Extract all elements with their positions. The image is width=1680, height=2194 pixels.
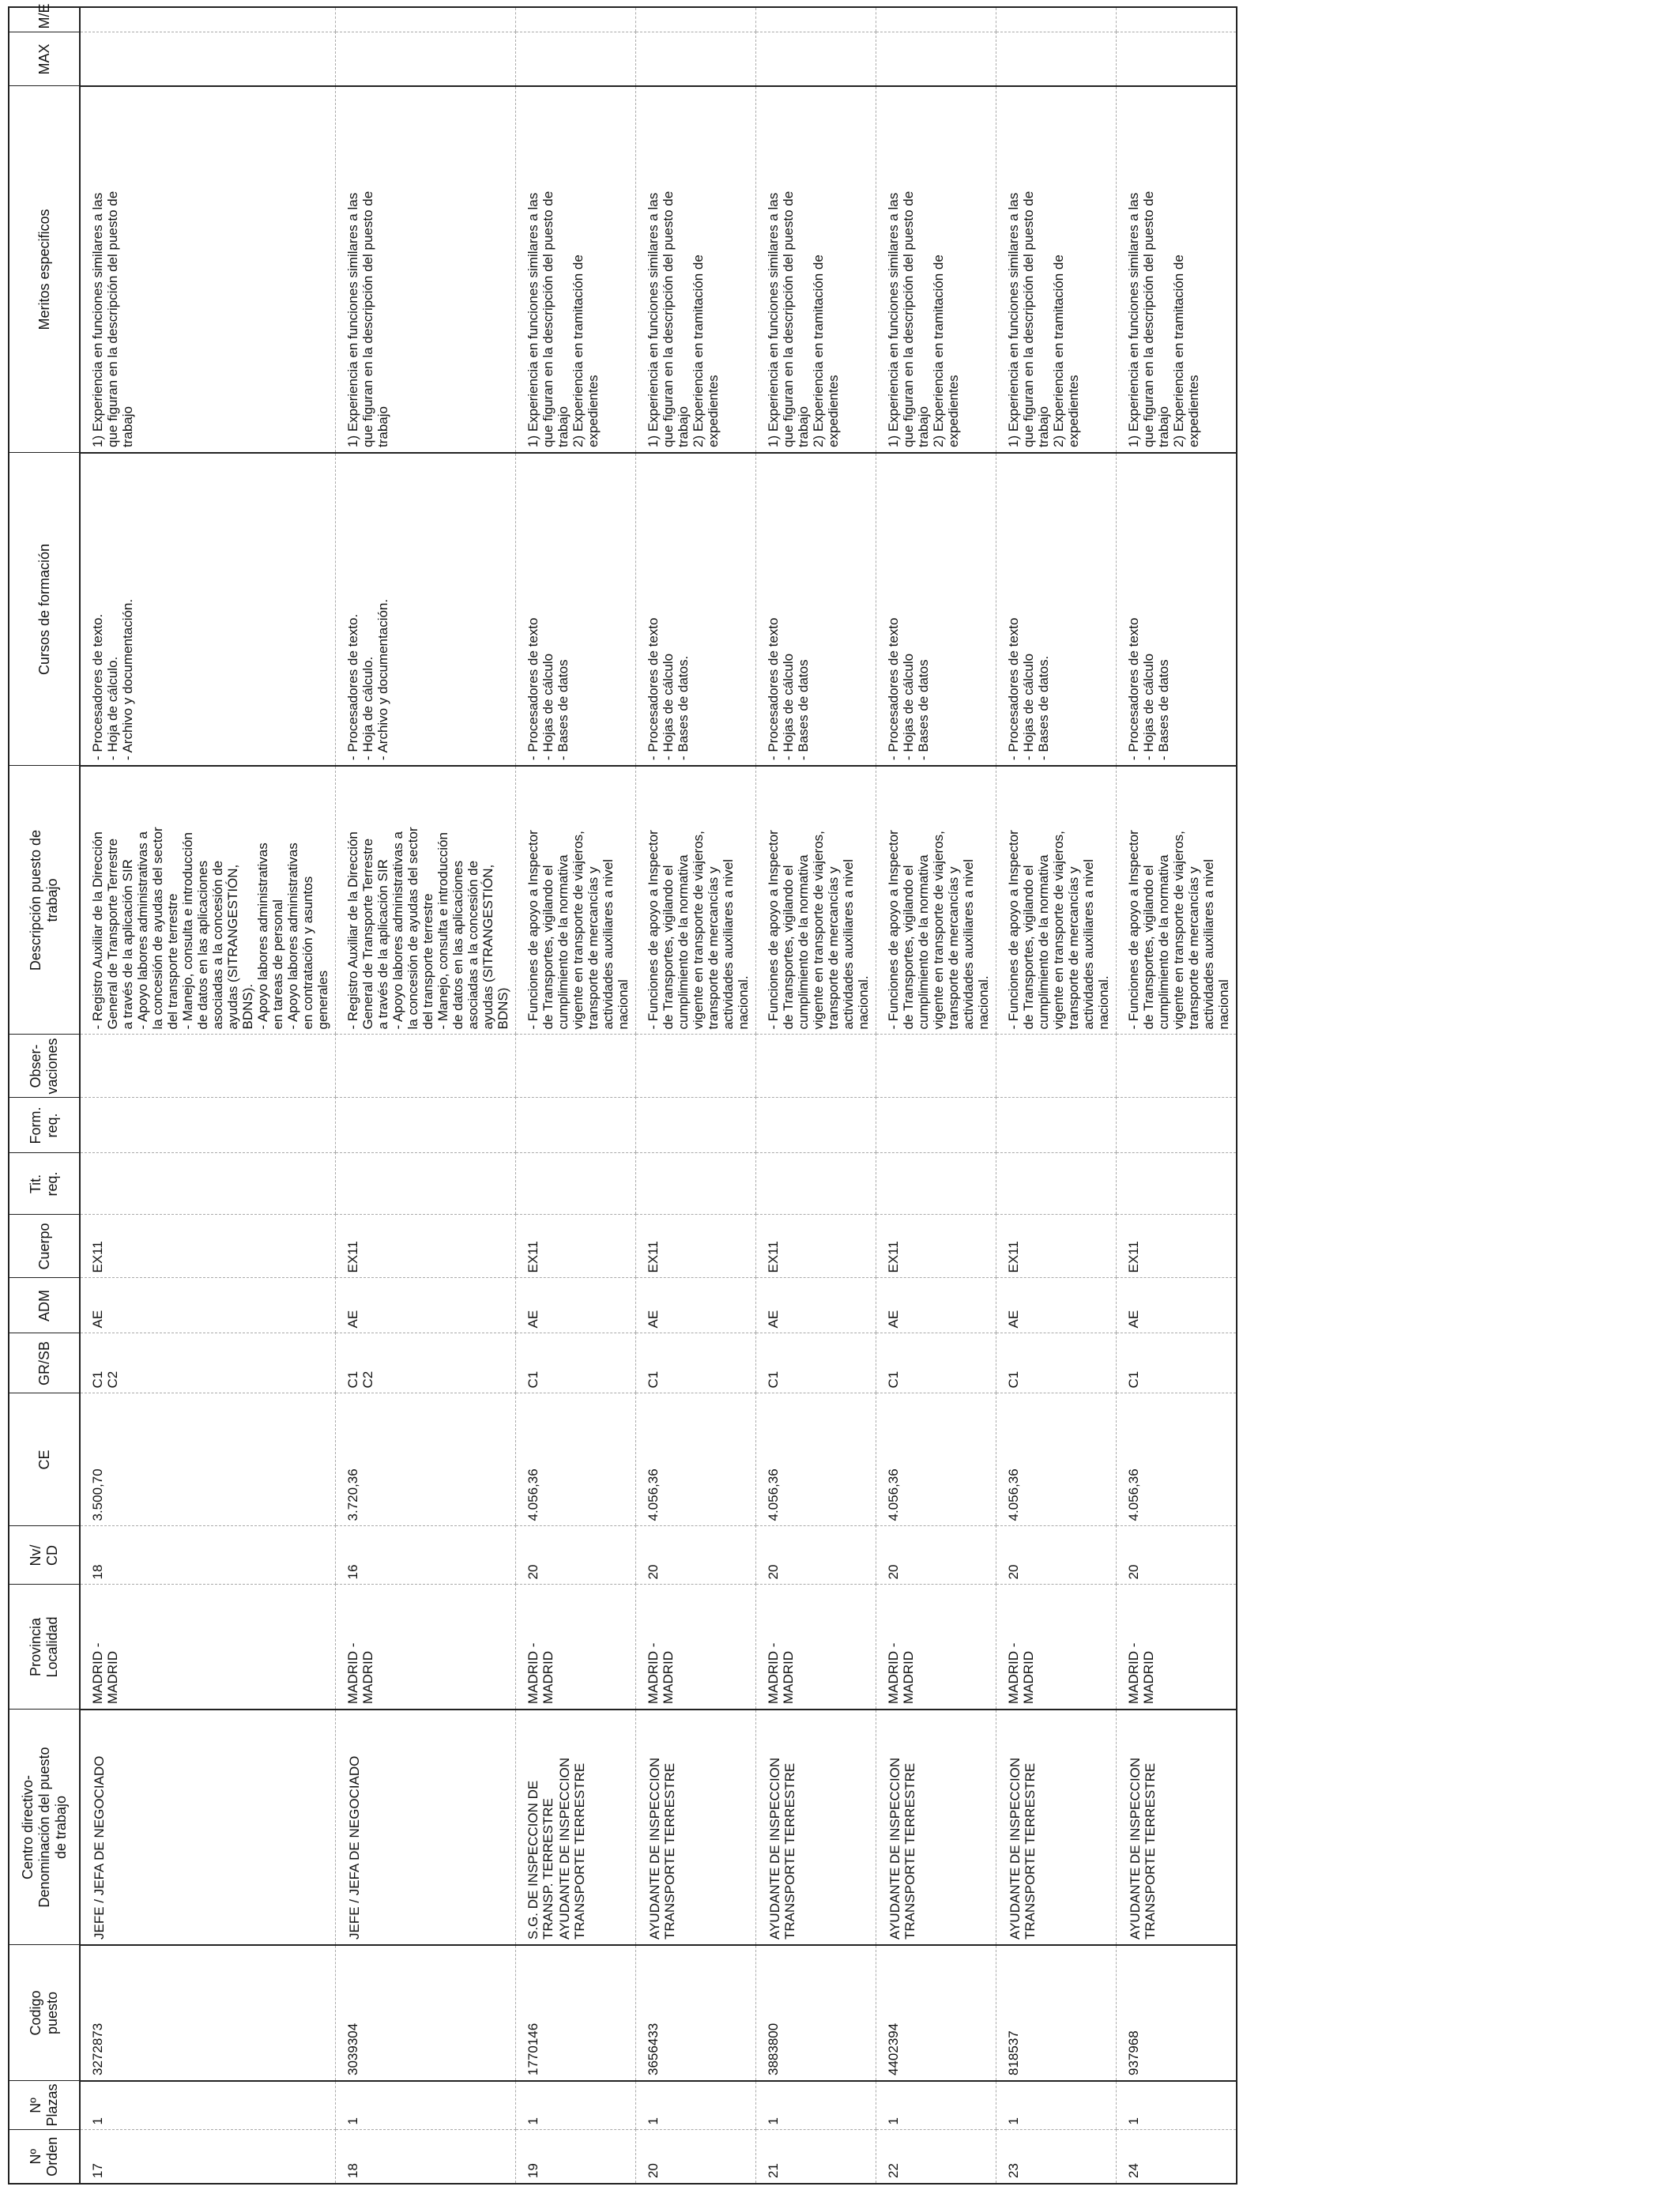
cell-cursos: - Procesadores de texto. - Hoja de cálculo. - Archivo y documentación. <box>336 453 516 766</box>
cell-grupo: C1 <box>876 1333 996 1393</box>
cell-meritos: 1) Experiencia en funciones similares a las que figuran en la descripción del puesto de trabajo 2) Experiencia en tramitación de expedientes <box>876 86 996 453</box>
cell-nivel: 20 <box>1117 1526 1237 1585</box>
table-row <box>1117 7 1237 2184</box>
cell-tit <box>516 1153 636 1215</box>
cell-provincia: MADRID - MADRID <box>996 1585 1117 1710</box>
cell-adm: AE <box>876 1278 996 1333</box>
denominacion: AYUDANTE DE INSPECCION TRANSPORTE TERRESTRE <box>1008 1757 1038 1940</box>
cell-cursos: - Procesadores de texto - Hojas de cálculo - Bases de datos. <box>996 453 1117 766</box>
cell-centro <box>516 1710 636 1945</box>
cell-provincia: MADRID - MADRID <box>876 1585 996 1710</box>
denominacion: AYUDANTE DE INSPECCION TRANSPORTE TERRESTRE <box>767 1757 797 1940</box>
cell-plazas: 1 <box>516 2081 636 2130</box>
cell-me <box>1117 7 1237 32</box>
cell-meritos: 1) Experiencia en funciones similares a las que figuran en la descripción del puesto de trabajo 2) Experiencia en tramitación de expedientes <box>1117 86 1237 453</box>
cell-descripcion: - Registro Auxiliar de la Dirección General de Transporte Terrestre a través de la aplicación SIR - Apoyo labores administrativas a la concesión de ayudas del sector del transporte terrestre - Manejo, consulta e introducción de datos en las aplicaciones asociadas a la concesión de ayudas (SITRANGESTIÓN, BDNS). - Apoyo labores administrativas en tareas de personal - Apoyo labores administrativas en contratación y asuntos generales <box>80 766 336 1035</box>
cell-tit <box>1117 1153 1237 1215</box>
cell-plazas: 1 <box>876 2081 996 2130</box>
cell-codigo: 3883800 <box>756 1945 876 2081</box>
denominacion: AYUDANTE DE INSPECCION TRANSPORTE TERRESTRE <box>647 1757 677 1940</box>
cell-orden: 22 <box>876 2130 996 2184</box>
cell-meritos: 1) Experiencia en funciones similares a las que figuran en la descripción del puesto de trabajo 2) Experiencia en tramitación de expedientes <box>636 86 756 453</box>
cell-form <box>1117 1098 1237 1153</box>
header-obs: Obser- vaciones <box>9 1035 80 1098</box>
cell-form <box>636 1098 756 1153</box>
cell-me <box>516 7 636 32</box>
cell-cuerpo: EX11 <box>1117 1215 1237 1278</box>
cell-max <box>996 32 1117 86</box>
table-row <box>996 7 1117 2184</box>
cell-plazas: 1 <box>636 2081 756 2130</box>
cell-cuerpo: EX11 <box>80 1215 336 1278</box>
cell-descripcion: - Registro Auxiliar de la Dirección General de Transporte Terrestre a través de la aplicación SIR - Apoyo labores administrativas a la concesión de ayudas del sector del transporte terrestre - Manejo, consulta e introducción de datos en las aplicaciones asociadas a la concesión de ayudas (SITRANGESTIÓN, BDNS) <box>336 766 516 1035</box>
header-centro: Centro directivo- Denominación del puesto de trabajo <box>9 1710 80 1945</box>
cell-plazas: 1 <box>756 2081 876 2130</box>
header-tit: Tit. req. <box>9 1153 80 1215</box>
cell-centro <box>80 1710 336 1945</box>
cell-obs <box>80 1035 336 1098</box>
cell-plazas: 1 <box>996 2081 1117 2130</box>
cell-ce: 4.056,36 <box>996 1393 1117 1526</box>
cell-adm: AE <box>996 1278 1117 1333</box>
cell-cursos: - Procesadores de texto - Hojas de cálculo - Bases de datos <box>756 453 876 766</box>
cell-centro <box>336 1710 516 1945</box>
cell-plazas: 1 <box>80 2081 336 2130</box>
cell-tit <box>756 1153 876 1215</box>
table-row <box>876 7 996 2184</box>
header-provincia: Provincia Localidad <box>9 1585 80 1710</box>
cell-me <box>876 7 996 32</box>
cell-codigo: 1770146 <box>516 1945 636 2081</box>
denominacion: AYUDANTE DE INSPECCION TRANSPORTE TERRESTRE <box>887 1757 917 1940</box>
positions-table <box>8 3 1237 2185</box>
cell-obs <box>336 1035 516 1098</box>
cell-nivel: 20 <box>996 1526 1117 1585</box>
cell-cursos: - Procesadores de texto - Hojas de cálculo - Bases de datos. <box>636 453 756 766</box>
cell-provincia: MADRID - MADRID <box>636 1585 756 1710</box>
cell-nivel: 20 <box>876 1526 996 1585</box>
cell-obs <box>636 1035 756 1098</box>
cell-meritos: 1) Experiencia en funciones similares a las que figuran en la descripción del puesto de trabajo <box>80 86 336 453</box>
header-grupo: GR/SB <box>9 1333 80 1393</box>
cell-orden: 19 <box>516 2130 636 2184</box>
cell-descripcion: - Funciones de apoyo a Inspector de Transportes, vigilando el cumplimiento de la normativa vigente en transporte de viajeros, transporte de mercancías y actividades auxiliares a nivel nacional. <box>996 766 1117 1035</box>
cell-ce: 3.500,70 <box>80 1393 336 1526</box>
cell-orden: 23 <box>996 2130 1117 2184</box>
cell-descripcion: - Funciones de apoyo a Inspector de Transportes, vigilando el cumplimiento de la normativa vigente en transporte de viajeros, transporte de mercancías y actividades auxiliares a nivel nacional <box>1117 766 1237 1035</box>
cell-ce: 4.056,36 <box>516 1393 636 1526</box>
cell-cuerpo: EX11 <box>876 1215 996 1278</box>
cell-grupo: C1 C2 <box>80 1333 336 1393</box>
cell-plazas: 1 <box>1117 2081 1237 2130</box>
cell-obs <box>1117 1035 1237 1098</box>
cell-nivel: 16 <box>336 1526 516 1585</box>
cell-provincia: MADRID - MADRID <box>336 1585 516 1710</box>
cell-ce: 3.720,36 <box>336 1393 516 1526</box>
cell-plazas: 1 <box>336 2081 516 2130</box>
cell-tit <box>80 1153 336 1215</box>
cell-cursos: - Procesadores de texto. - Hoja de cálculo. - Archivo y documentación. <box>80 453 336 766</box>
header-adm: ADM <box>9 1278 80 1333</box>
header-max: MAX <box>9 32 80 86</box>
cell-max <box>636 32 756 86</box>
centro-directivo: S.G. DE INSPECCION DE TRANSP. TERRESTRE <box>525 1780 556 1940</box>
table-row <box>756 7 876 2184</box>
cell-cursos: - Procesadores de texto - Hojas de cálculo - Bases de datos <box>1117 453 1237 766</box>
header-codigo: Codigo puesto <box>9 1945 80 2081</box>
cell-cuerpo: EX11 <box>996 1215 1117 1278</box>
table-row <box>636 7 756 2184</box>
cell-meritos: 1) Experiencia en funciones similares a las que figuran en la descripción del puesto de trabajo 2) Experiencia en tramitación de expedientes <box>756 86 876 453</box>
cell-grupo: C1 <box>516 1333 636 1393</box>
cell-me <box>756 7 876 32</box>
cell-form <box>756 1098 876 1153</box>
cell-centro <box>756 1710 876 1945</box>
cell-meritos: 1) Experiencia en funciones similares a las que figuran en la descripción del puesto de trabajo <box>336 86 516 453</box>
cell-cuerpo: EX11 <box>516 1215 636 1278</box>
header-cuerpo: Cuerpo <box>9 1215 80 1278</box>
cell-max <box>756 32 876 86</box>
cell-tit <box>996 1153 1117 1215</box>
header-form: Form. req. <box>9 1098 80 1153</box>
cell-max <box>1117 32 1237 86</box>
cell-obs <box>516 1035 636 1098</box>
cell-cuerpo: EX11 <box>336 1215 516 1278</box>
cell-codigo: 4402394 <box>876 1945 996 2081</box>
cell-orden: 17 <box>80 2130 336 2184</box>
cell-adm: AE <box>756 1278 876 1333</box>
cell-form <box>516 1098 636 1153</box>
table-row <box>80 7 336 2184</box>
cell-centro <box>636 1710 756 1945</box>
denominacion: AYUDANTE DE INSPECCION TRANSPORTE TERRESTRE <box>557 1757 587 1940</box>
cell-adm: AE <box>516 1278 636 1333</box>
cell-codigo: 3272873 <box>80 1945 336 2081</box>
cell-nivel: 20 <box>636 1526 756 1585</box>
cell-provincia: MADRID - MADRID <box>516 1585 636 1710</box>
cell-max <box>336 32 516 86</box>
cell-codigo: 3039304 <box>336 1945 516 2081</box>
header-ce: CE <box>9 1393 80 1526</box>
cell-me <box>996 7 1117 32</box>
header-me: M/E <box>9 7 80 32</box>
cell-descripcion: - Funciones de apoyo a Inspector de Transportes, vigilando el cumplimiento de la normativa vigente en transporte de viajeros, transporte de mercancías y actividades auxiliares a nivel nacional. <box>756 766 876 1035</box>
cell-nivel: 20 <box>516 1526 636 1585</box>
cell-cursos: - Procesadores de texto - Hojas de cálculo - Bases de datos <box>516 453 636 766</box>
cell-obs <box>876 1035 996 1098</box>
cell-ce: 4.056,36 <box>876 1393 996 1526</box>
cell-max <box>876 32 996 86</box>
cell-obs <box>756 1035 876 1098</box>
rotated-page <box>8 3 1505 2185</box>
cell-cuerpo: EX11 <box>756 1215 876 1278</box>
header-descripcion: Descripción puesto de trabajo <box>9 766 80 1035</box>
cell-grupo: C1 C2 <box>336 1333 516 1393</box>
cell-codigo: 937968 <box>1117 1945 1237 2081</box>
cell-centro <box>996 1710 1117 1945</box>
cell-form <box>80 1098 336 1153</box>
header-cursos: Cursos de formación <box>9 453 80 766</box>
cell-me <box>80 7 336 32</box>
cell-provincia: MADRID - MADRID <box>756 1585 876 1710</box>
cell-orden: 18 <box>336 2130 516 2184</box>
table-row <box>336 7 516 2184</box>
cell-cursos: - Procesadores de texto - Hojas de cálculo - Bases de datos <box>876 453 996 766</box>
cell-nivel: 18 <box>80 1526 336 1585</box>
cell-descripcion: - Funciones de apoyo a Inspector de Transportes, vigilando el cumplimiento de la normativa vigente en transporte de viajeros, transporte de mercancías y actividades auxiliares a nivel nacional. <box>636 766 756 1035</box>
cell-ce: 4.056,36 <box>636 1393 756 1526</box>
cell-grupo: C1 <box>756 1333 876 1393</box>
cell-form <box>336 1098 516 1153</box>
table-row <box>516 7 636 2184</box>
denominacion: JEFE / JEFA DE NEGOCIADO <box>347 1755 362 1940</box>
cell-orden: 24 <box>1117 2130 1237 2184</box>
cell-cuerpo: EX11 <box>636 1215 756 1278</box>
header-row <box>9 7 80 2184</box>
header-meritos: Meritos especificos <box>9 86 80 453</box>
cell-tit <box>636 1153 756 1215</box>
cell-grupo: C1 <box>1117 1333 1237 1393</box>
cell-provincia: MADRID - MADRID <box>1117 1585 1237 1710</box>
cell-adm: AE <box>1117 1278 1237 1333</box>
cell-meritos: 1) Experiencia en funciones similares a las que figuran en la descripción del puesto de trabajo 2) Experiencia en tramitación de expedientes <box>996 86 1117 453</box>
header-plazas: Nº Plazas <box>9 2081 80 2130</box>
cell-grupo: C1 <box>996 1333 1117 1393</box>
cell-me <box>636 7 756 32</box>
cell-descripcion: - Funciones de apoyo a Inspector de Transportes, vigilando el cumplimiento de la normativa vigente en transporte de viajeros, transporte de mercancías y actividades auxiliares a nivel nacional <box>516 766 636 1035</box>
header-nivel: Nv/ CD <box>9 1526 80 1585</box>
cell-max <box>80 32 336 86</box>
cell-centro <box>876 1710 996 1945</box>
cell-nivel: 20 <box>756 1526 876 1585</box>
cell-obs <box>996 1035 1117 1098</box>
denominacion: JEFE / JEFA DE NEGOCIADO <box>92 1755 107 1940</box>
cell-provincia: MADRID - MADRID <box>80 1585 336 1710</box>
cell-descripcion: - Funciones de apoyo a Inspector de Transportes, vigilando el cumplimiento de la normativa vigente en transporte de viajeros, transporte de mercancías y actividades auxiliares a nivel nacional. <box>876 766 996 1035</box>
cell-max <box>516 32 636 86</box>
cell-meritos: 1) Experiencia en funciones similares a las que figuran en la descripción del puesto de trabajo 2) Experiencia en tramitación de expedientes <box>516 86 636 453</box>
cell-me <box>336 7 516 32</box>
cell-tit <box>876 1153 996 1215</box>
cell-codigo: 3656433 <box>636 1945 756 2081</box>
cell-adm: AE <box>80 1278 336 1333</box>
cell-form <box>876 1098 996 1153</box>
cell-orden: 21 <box>756 2130 876 2184</box>
cell-grupo: C1 <box>636 1333 756 1393</box>
cell-ce: 4.056,36 <box>756 1393 876 1526</box>
cell-orden: 20 <box>636 2130 756 2184</box>
cell-tit <box>336 1153 516 1215</box>
header-orden: Nº Orden <box>9 2130 80 2184</box>
cell-adm: AE <box>336 1278 516 1333</box>
denominacion: AYUDANTE DE INSPECCION TRANSPORTE TERRESTRE <box>1128 1757 1158 1940</box>
cell-ce: 4.056,36 <box>1117 1393 1237 1526</box>
cell-form <box>996 1098 1117 1153</box>
cell-adm: AE <box>636 1278 756 1333</box>
cell-codigo: 818537 <box>996 1945 1117 2081</box>
cell-centro <box>1117 1710 1237 1945</box>
